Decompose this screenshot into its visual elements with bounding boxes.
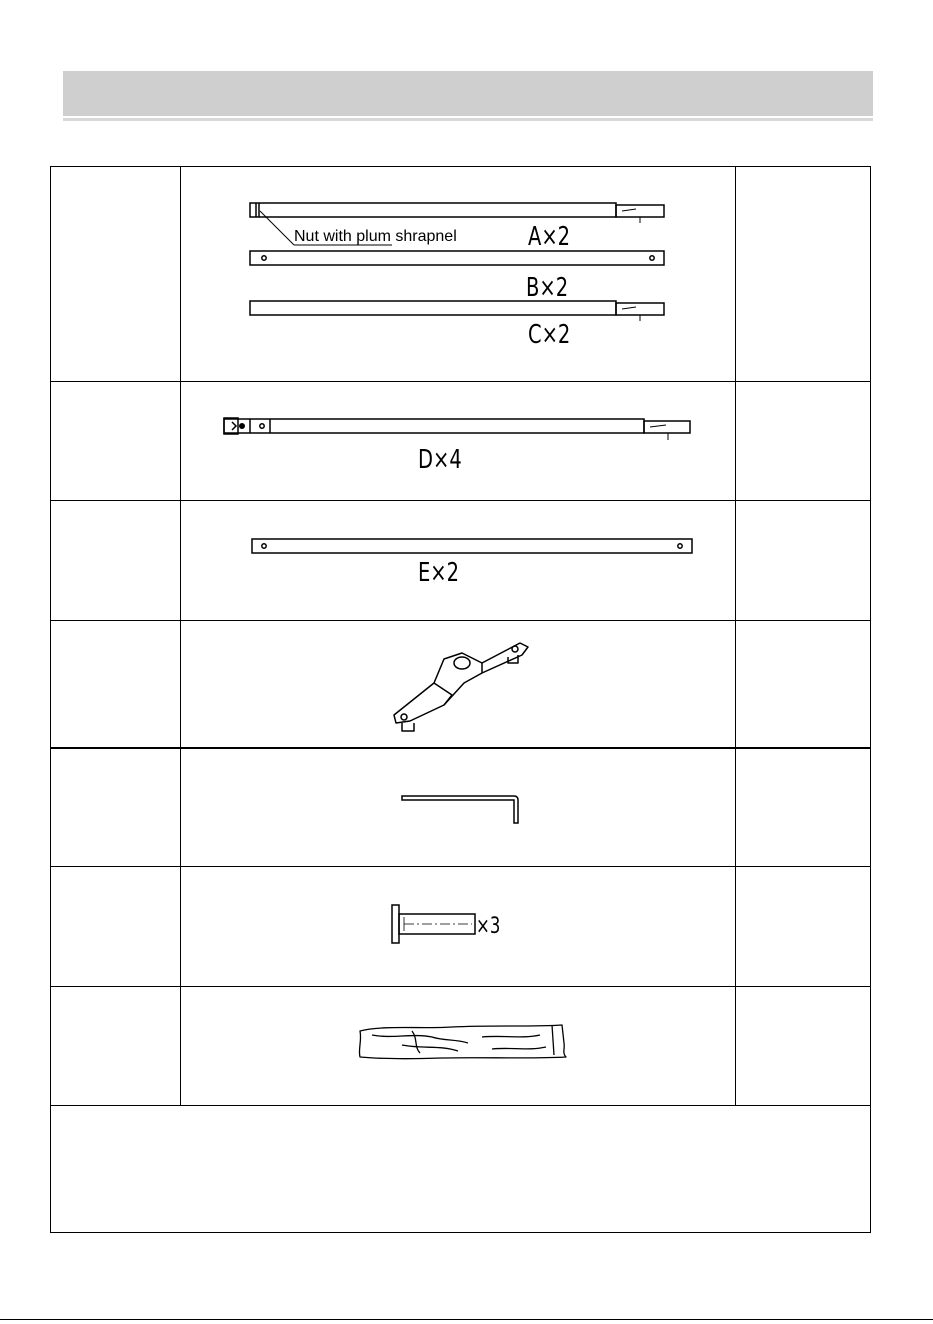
label-d: D×4 — [418, 445, 462, 475]
col-divider — [180, 167, 181, 381]
tube-b — [250, 251, 664, 265]
col-divider — [180, 621, 181, 747]
parts-table — [50, 166, 871, 1233]
callout-label: Nut with plum shrapnel — [294, 228, 457, 245]
col-divider — [735, 167, 736, 381]
tube-c — [250, 301, 664, 321]
part-row-d — [51, 381, 870, 500]
part-illustration-cover — [182, 987, 734, 1105]
col-divider — [735, 621, 736, 747]
part-illustration-e — [182, 501, 734, 620]
label-b: B×2 — [526, 273, 569, 303]
part-illustration-bracket — [182, 621, 734, 747]
col-divider — [735, 749, 736, 866]
footer-note-area — [51, 1105, 870, 1232]
part-illustration-d — [182, 382, 734, 500]
part-illustration-abc — [182, 167, 734, 381]
tube-d-drawing — [182, 382, 734, 501]
col-divider — [735, 867, 736, 986]
tubes-abc-drawing — [182, 167, 734, 381]
col-divider — [735, 987, 736, 1105]
label-a: A×2 — [528, 222, 571, 252]
col-divider — [180, 867, 181, 986]
hex-wrench-drawing — [182, 749, 734, 868]
part-row-abc — [51, 167, 870, 381]
page-bottom-rule — [0, 1319, 933, 1320]
part-row-bracket — [51, 620, 870, 747]
part-row-e — [51, 500, 870, 620]
part-row-cover — [51, 986, 870, 1105]
bolt-drawing — [182, 867, 734, 987]
bracket-drawing — [182, 621, 734, 748]
col-divider — [735, 382, 736, 500]
cover-drawing — [182, 987, 734, 1106]
col-divider — [180, 749, 181, 866]
part-illustration-wrench — [182, 749, 734, 866]
header-rule — [63, 118, 873, 121]
col-divider — [735, 501, 736, 620]
col-divider — [180, 501, 181, 620]
col-divider — [180, 987, 181, 1105]
label-bolt: ×3 — [476, 912, 501, 939]
part-row-bolt — [51, 866, 870, 986]
label-e: E×2 — [418, 558, 460, 588]
part-illustration-bolt — [182, 867, 734, 986]
label-c: C×2 — [528, 320, 571, 350]
col-divider — [180, 382, 181, 500]
header-bar — [63, 71, 873, 116]
tube-e-drawing — [182, 501, 734, 621]
part-row-wrench — [51, 747, 870, 866]
